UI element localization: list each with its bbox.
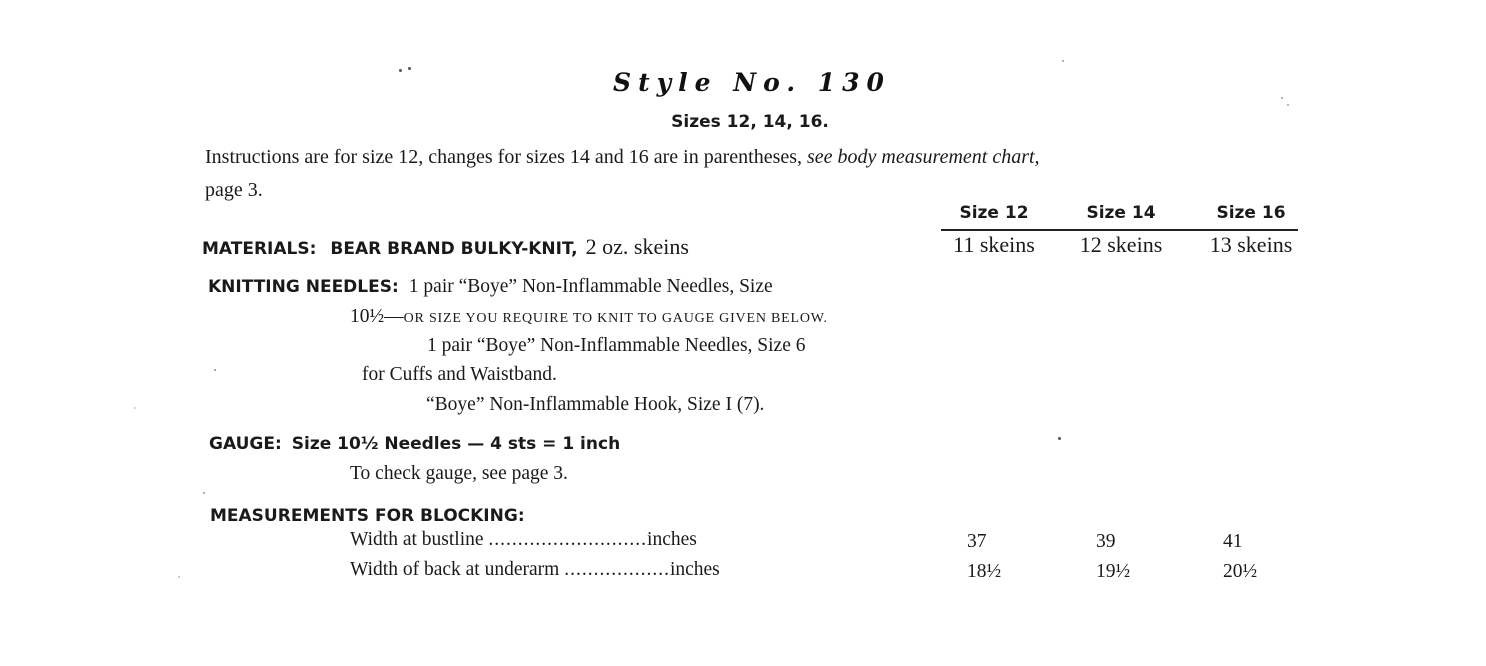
intro-text: Instructions are for size 12, changes for sizes 14 and 16 are in parentheses, <box>205 146 803 168</box>
underarm-size-12: 18½ <box>967 561 1002 582</box>
scan-speck <box>214 369 216 371</box>
gauge-note: To check gauge, see page 3. <box>350 463 568 484</box>
scan-speck <box>408 67 411 70</box>
needles-line-4: for Cuffs and Waistband. <box>362 364 557 385</box>
sizes-subtitle: Sizes 12, 14, 16. <box>671 112 829 132</box>
leader-dots: .................. <box>564 559 670 580</box>
skeins-size-16: 13 skeins <box>1209 232 1293 257</box>
gauge-label: GAUGE: <box>209 434 282 454</box>
measurement-name: Width of back at underarm <box>350 559 560 580</box>
underarm-size-16: 20½ <box>1223 561 1258 582</box>
bustline-size-12: 37 <box>967 531 987 552</box>
needles-line-3: 1 pair “Boye” Non-Inflammable Needles, Size 6 <box>427 335 806 356</box>
intro-line-2: page 3. <box>205 179 263 201</box>
scan-speck <box>1281 97 1283 99</box>
materials-row <box>202 234 689 260</box>
bustline-size-14: 39 <box>1096 531 1116 552</box>
measurement-unit: inches <box>669 559 720 580</box>
scan-speck <box>1058 437 1061 440</box>
skeins-size-14: 12 skeins <box>1079 232 1163 257</box>
needles-line-5: “Boye” Non-Inflammable Hook, Size I (7). <box>426 394 765 415</box>
size-header-14: Size 14 <box>1086 203 1156 223</box>
skeins-size-12: 11 skeins <box>953 232 1035 257</box>
measurement-row-bustline <box>350 529 697 551</box>
size-header-16: Size 16 <box>1216 203 1286 223</box>
materials-label: MATERIALS: <box>202 239 317 259</box>
page-title: Style No. 130 <box>613 68 891 97</box>
measurements-label: MEASUREMENTS FOR BLOCKING: <box>210 506 525 526</box>
needles-label: KNITTING NEEDLES: <box>208 277 399 297</box>
intro-line-1 <box>205 146 1040 169</box>
materials-brand: BEAR BRAND BULKY-KNIT, <box>330 239 578 259</box>
needles-line-2 <box>350 306 828 328</box>
materials-unit: 2 oz. skeins <box>585 234 689 259</box>
needles-row <box>208 276 773 298</box>
intro-chart-reference: see body measurement chart, <box>807 146 1040 168</box>
table-rule <box>941 229 1298 231</box>
leader-dots: ........................... <box>488 529 648 550</box>
measurement-unit: inches <box>647 529 697 550</box>
gauge-value: Size 10½ Needles — 4 sts = 1 inch <box>291 434 621 454</box>
bustline-size-16: 41 <box>1223 531 1243 552</box>
gauge-row <box>209 434 620 454</box>
measurement-name: Width at bustline <box>350 529 484 550</box>
underarm-size-14: 19½ <box>1096 561 1131 582</box>
scan-speck <box>134 407 136 409</box>
needles-size-value: 10½— <box>350 306 404 327</box>
scan-speck <box>1287 104 1289 106</box>
scan-speck <box>399 69 402 72</box>
measurement-row-underarm <box>350 559 720 581</box>
scan-speck <box>1062 60 1064 62</box>
needles-line-1: 1 pair “Boye” Non-Inflammable Needles, Size <box>408 276 773 297</box>
scan-speck <box>178 576 180 578</box>
size-header-12: Size 12 <box>959 203 1029 223</box>
scan-speck <box>203 492 205 494</box>
needles-gauge-note: OR SIZE YOU REQUIRE TO KNIT TO GAUGE GIVEN BELOW. <box>403 311 828 326</box>
